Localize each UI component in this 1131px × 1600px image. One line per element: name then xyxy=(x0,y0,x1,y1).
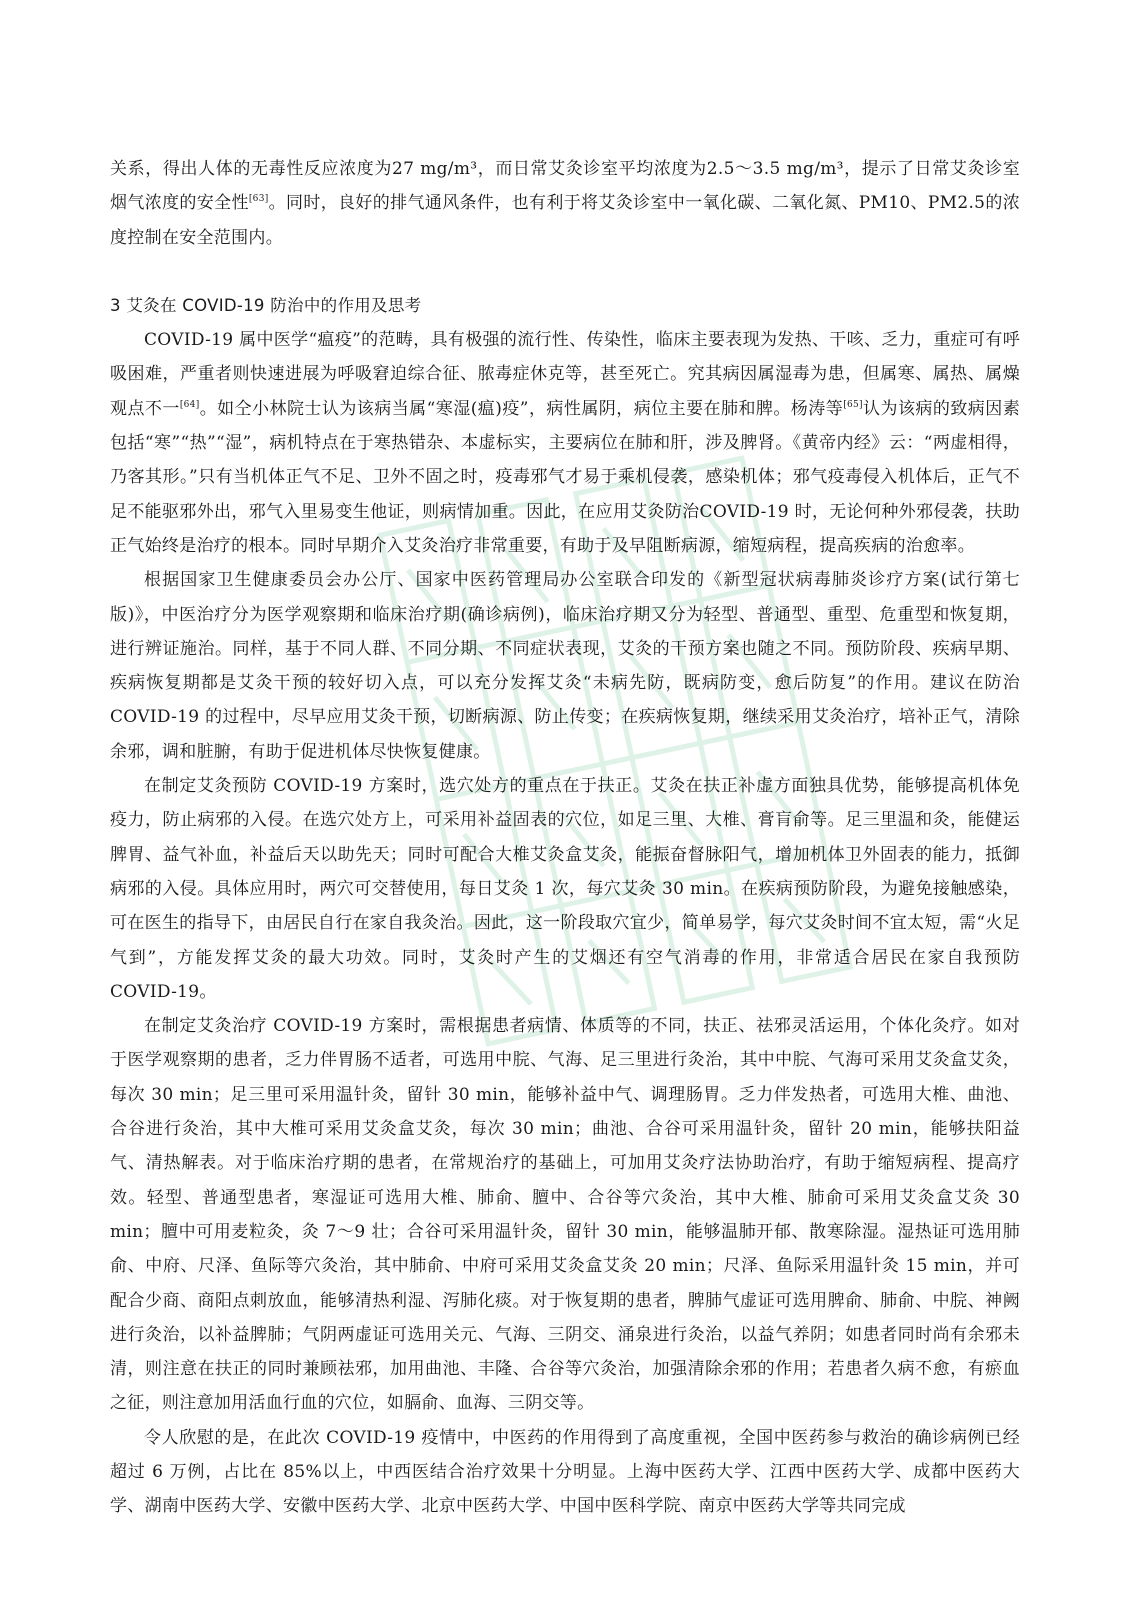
paragraph-1: COVID-19 属中医学“瘟疫”的范畴，具有极强的流行性、传染性，临床主要表现为发热、干咳、乏力，重症可有呼吸困难，严重者则快速进展为呼吸窘迫综合征、脓毒症休克等，甚至死亡。究其病因属湿毒为患，但属寒、属热、属燥观点不一[64]。如仝小林院士认为该病当属“寒湿(瘟)疫”，病性属阴，病位主要在肺和脾。杨涛等[65]认为该病的致病因素包括“寒”“热”“湿”，病机特点在于寒热错杂、本虚标实，主要病位在肺和肝，涉及脾肾。《黄帝内经》云：“两虚相得，乃客其形。”只有当机体正气不足、卫外不固之时，疫毒邪气才易于乘机侵袭，感染机体；邪气疫毒侵入机体后，正气不足不能驱邪外出，邪气入里易变生他证，则病情加重。因此，在应用艾灸防治COVID-19 时，无论何种外邪侵袭，扶助正气始终是治疗的根本。同时早期介入艾灸治疗非常重要，有助于及早阻断病源，缩短病程，提高疾病的治愈率。 xyxy=(110,330,1020,556)
citation-ref: [63] xyxy=(248,194,269,205)
paragraph-5: 令人欣慰的是，在此次 COVID-19 疫情中，中医药的作用得到了高度重视，全国中医药参与救治的确诊病例已经超过 6 万例，占比在 85%以上，中西医结合治疗效果十分明显。上海中医药大学、江西中医药大学、成都中医药大学、湖南中医药大学、安徽中医药大学、北京中医药大学、中国中医科学院、南京中医药大学等共同完成 xyxy=(110,1427,1020,1517)
paragraph-3: 在制定艾灸预防 COVID-19 方案时，选穴处方的重点在于扶正。艾灸在扶正补虚方面独具优势，能够提高机体免疫力，防止病邪的入侵。在选穴处方上，可采用补益固表的穴位，如足三里、大椎、膏肓俞等。足三里温和灸，能健运脾胃、益气补血，补益后天以助先天；同时可配合大椎艾灸盒艾灸，能振奋督脉阳气，增加机体卫外固表的能力，抵御病邪的入侵。具体应用时，两穴可交替使用，每日艾灸 1 次，每穴艾灸 30 min。在疾病预防阶段，为避免接触感染，可在医生的指导下，由居民自行在家自我灸治。因此，这一阶段取穴宜少，简单易学，每穴艾灸时间不宜太短，需“火足气到”，方能发挥艾灸的最大功效。同时，艾灸时产生的艾烟还有空气消毒的作用，非常适合居民在家自我预防 COVID-19。 xyxy=(110,776,1020,1002)
paragraph-4: 在制定艾灸治疗 COVID-19 方案时，需根据患者病情、体质等的不同，扶正、祛邪灵活运用，个体化灸疗。如对于医学观察期的患者，乏力伴胃肠不适者，可选用中脘、气海、足三里进行灸治，其中中脘、气海可采用艾灸盒艾灸，每次 30 min；足三里可采用温针灸，留针 30 min，能够补益中气、调理肠胃。乏力伴发热者，可选用大椎、曲池、合谷进行灸治，其中大椎可采用艾灸盒艾灸，每次 30 min；曲池、合谷可采用温针灸，留针 20 min，能够扶阳益气、清热解表。对于临床治疗期的患者，在常规治疗的基础上，可加用艾灸疗法协助治疗，有助于缩短病程、提高疗效。轻型、普通型患者，寒湿证可选用大椎、肺俞、膻中、合谷等穴灸治，其中大椎、肺俞可采用艾灸盒艾灸 30 min；膻中可用麦粒灸，灸 7～9 壮；合谷可采用温针灸，留针 30 min，能够温肺开郁、散寒除湿。湿热证可选用肺俞、中府、尺泽、鱼际等穴灸治，其中肺俞、中府可采用艾灸盒艾灸 20 min；尺泽、鱼际采用温针灸 15 min，并可配合少商、商阳点刺放血，能够清热利湿、泻肺化痰。对于恢复期的患者，脾肺气虚证可选用脾俞、肺俞、中脘、神阙进行灸治，以补益脾肺；气阴两虚证可选用关元、气海、三阴交、涌泉进行灸治，以益气养阴；如患者同时尚有余邪未清，则注意在扶正的同时兼顾祛邪，加用曲池、丰隆、合谷等穴灸治，加强清除余邪的作用；若患者久病不愈，有瘀血之征，则注意加用活血行血的穴位，如膈俞、血海、三阴交等。 xyxy=(110,1016,1020,1414)
continuation-paragraph: 关系，得出人体的无毒性反应浓度为27 mg/m³，而日常艾灸诊室平均浓度为2.5～3.5 mg/m³，提示了日常艾灸诊室烟气浓度的安全性[63]。同时，良好的排气通风条件，也有利于将艾灸诊室中一氧化碳、二氧化氮、PM10、PM2.5的浓度控制在安全范围内。 xyxy=(110,159,1021,248)
article-body xyxy=(110,152,1020,1524)
citation-ref: [65] xyxy=(843,399,863,410)
citation-ref: [64] xyxy=(179,399,200,410)
paragraph-2: 根据国家卫生健康委员会办公厅、国家中医药管理局办公室联合印发的《新型冠状病毒肺炎诊疗方案(试行第七版)》，中医治疗分为医学观察期和临床治疗期(确诊病例)，临床治疗期又分为轻型、普通型、重型、危重型和恢复期，进行辨证施治。同样，基于不同人群、不同分期、不同症状表现，艾灸的干预方案也随之不同。预防阶段、疾病早期、疾病恢复期都是艾灸干预的较好切入点，可以充分发挥艾灸“未病先防，既病防变，愈后防复”的作用。建议在防治 COVID-19 的过程中，尽早应用艾灸干预，切断病源、防止传变；在疾病恢复期，继续采用艾灸治疗，培补正气，清除余邪，调和脏腑，有助于促进机体尽快恢复健康。 xyxy=(110,570,1020,762)
section-heading: 3 艾灸在 COVID-19 防治中的作用及思考 xyxy=(110,295,422,315)
